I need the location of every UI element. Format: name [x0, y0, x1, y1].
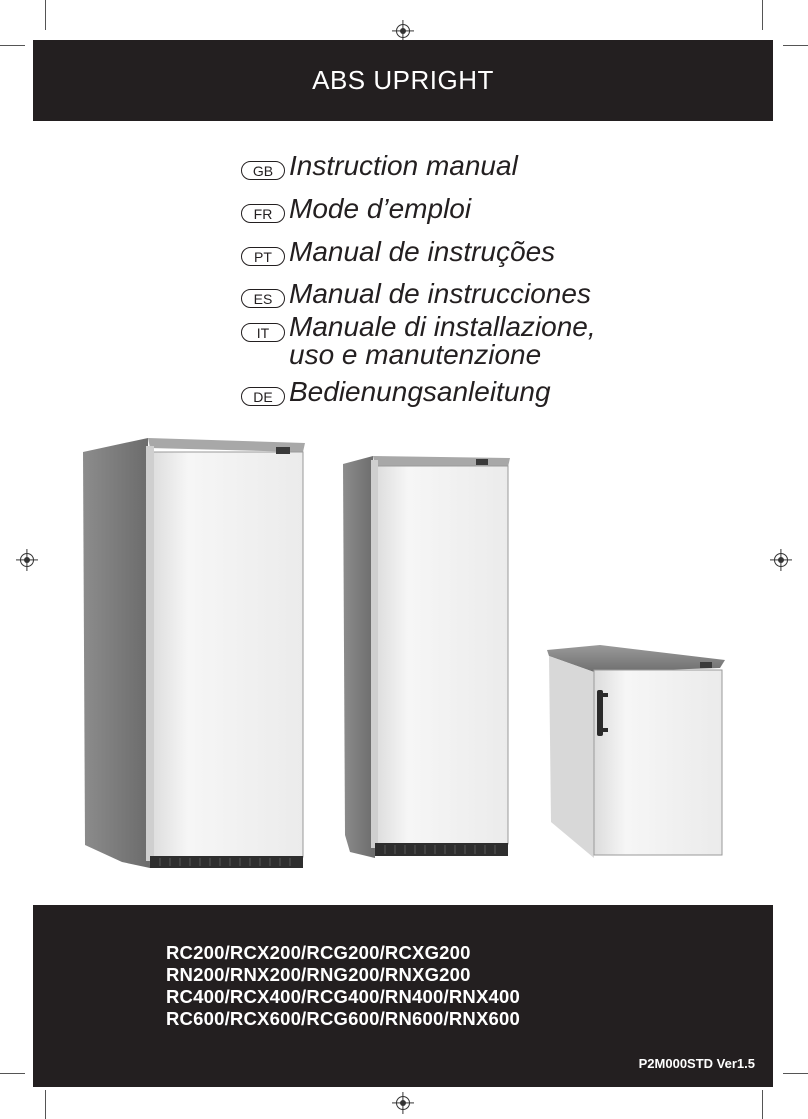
product-photo [60, 425, 760, 905]
language-item-gb [241, 152, 518, 180]
language-title-line2: uso e manutenzione [289, 339, 542, 370]
model-line: RC400/RCX400/RCG400/RN400/RNX400 [166, 986, 520, 1007]
language-badge: DE [241, 387, 285, 406]
registration-mark-icon [396, 24, 410, 38]
document-title: ABS UPRIGHT [312, 65, 494, 95]
language-item-de [241, 378, 551, 406]
crop-mark [762, 0, 763, 30]
language-title: Bedienungsanleitung [289, 376, 551, 407]
language-title: Instruction manual [289, 150, 518, 181]
language-title: Manual de instruções [289, 236, 556, 267]
registration-mark-icon [396, 1096, 410, 1110]
model-list [166, 942, 666, 1030]
crop-mark [0, 1073, 25, 1074]
undercounter-fridge-small [547, 645, 725, 858]
crop-mark [783, 1073, 808, 1074]
header-band [33, 40, 773, 121]
language-title: Manuale di installazione, [289, 311, 596, 342]
language-item-it [241, 313, 596, 369]
language-badge: PT [241, 247, 285, 266]
language-item-pt [241, 238, 555, 266]
language-badge: IT [241, 323, 285, 342]
language-item-fr [241, 195, 471, 223]
model-line: RC600/RCX600/RCG600/RN600/RNX600 [166, 1008, 520, 1029]
language-badge: FR [241, 204, 285, 223]
model-line: RN200/RNX200/RNG200/RNXG200 [166, 964, 471, 985]
model-line: RC200/RCX200/RCG200/RCXG200 [166, 942, 471, 963]
crop-mark [45, 0, 46, 30]
crop-mark [0, 45, 25, 46]
document-code: P2M000STD Ver1.5 [638, 1056, 755, 1071]
language-title: Mode d’emploi [289, 193, 472, 224]
registration-mark-icon [20, 553, 34, 567]
language-title: Manual de instrucciones [289, 278, 591, 309]
upright-fridge-large [83, 438, 305, 868]
footer-band [33, 905, 773, 1087]
language-item-es [241, 280, 591, 308]
crop-mark [45, 1090, 46, 1119]
registration-mark-icon [774, 553, 788, 567]
language-badge: GB [241, 161, 285, 180]
upright-fridge-medium [343, 456, 510, 858]
language-badge: ES [241, 289, 285, 308]
crop-mark [762, 1090, 763, 1119]
crop-mark [783, 45, 808, 46]
